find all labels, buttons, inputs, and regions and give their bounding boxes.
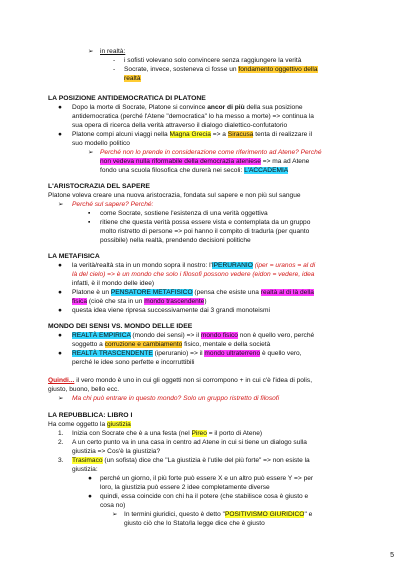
text-line: giustizia => Cos'è la giustizia? (72, 448, 161, 455)
arrow-bullet-icon: ➢ (112, 511, 118, 518)
text-line: Platone è un PENSATORE METAFISICO (pensa che esiste una realtà al di là della (72, 289, 314, 296)
dot-bullet-icon: ● (58, 289, 62, 296)
square-bullet-icon: ▪ (88, 210, 91, 217)
text-line: Quindi... il vero mondo è uno in cui gli oggetti non si corrompono + in cui c'è l'idea di polis, (48, 377, 313, 384)
text-line: giustizia: (72, 466, 98, 473)
text-line: perché le idee sono perfette e incorruttibili (72, 359, 195, 366)
text-line: perché un giorno, il più forte può essere X e un altro può essere Y => per (100, 475, 314, 482)
dash-bullet-icon: - (113, 57, 116, 64)
list-number: 1. (58, 430, 64, 437)
dot-bullet-icon: ● (58, 307, 62, 314)
square-bullet-icon: ▪ (88, 219, 91, 226)
dot-bullet-icon: ● (58, 262, 62, 269)
text-line: giusto ciò che lo Stato/la legge dice che è giusto (124, 520, 265, 527)
section-heading: L'ARISTOCRAZIA DEL SAPERE (48, 183, 150, 190)
text-line: Dopo la morte di Socrate, Platone si convince ancor di più della sua posizione (72, 104, 303, 111)
section-heading: LA REPUBBLICA: LIBRO I (48, 412, 133, 419)
text-line: questa idea viene ripresa successivamente dai 3 grandi monoteismi (72, 307, 270, 314)
text-line: fondo una scuola filosofica che durerà nei secoli: L'ACCADEMIA (100, 167, 289, 174)
text-line: soggetto a corruzione e cambiamento fisico, mentale e della società (72, 341, 271, 348)
text-line: in realtà: (100, 48, 126, 55)
text-line: loro, la giustizia può essere 2 idee completamente diverse (100, 484, 270, 491)
text-line: molto ristretto di persone => poi hanno il compito di tradurla (per quanto (100, 228, 310, 235)
text-line: quindi, essa coincide con chi ha il potere (che stabilisce cosa è giusto e (100, 493, 309, 500)
text-line: come Socrate, sostiene l'esistenza di una verità oggettiva (100, 210, 268, 217)
text-line: realtà (124, 75, 141, 82)
section-heading: MONDO DEI SENSI VS. MONDO DELLE IDEE (48, 323, 193, 330)
text-line: infatti, è il mondo delle idee) (72, 280, 155, 287)
dot-bullet-icon: ● (88, 493, 92, 500)
dot-bullet-icon: ● (88, 475, 92, 482)
text-line: non vedeva nulla riformabile della democrazia ateniese => ma ad Atene (100, 158, 310, 165)
dash-bullet-icon: - (113, 66, 116, 73)
dot-bullet-icon: ● (58, 131, 62, 138)
text-line: là del cielo) => è un mondo che solo i filosofi possono vedere (eidon = vedere, idea (72, 271, 315, 278)
section-heading: LA METAFISICA (48, 253, 100, 260)
text-line: cosa no) (100, 502, 126, 509)
text-line: ritiene che questa verità possa essere vista e contemplata da un gruppo (100, 219, 311, 226)
text-line: Socrate, invece, sosteneva ci fosse un fondamento oggettivo della (124, 66, 318, 73)
text-line: fisica (cioè che sta in un mondo trascendente) (72, 298, 207, 305)
text-line: Inizia con Socrate che è a una festa (nel Pireo = il porto di Atene) (72, 430, 263, 437)
text-line: sua opera di ricerca della verità attraverso il dialogo dialettico-confutatorio (72, 122, 288, 129)
text-line: In termini giuridici, questo è detto "POSITIVISMO GIURIDICO" e (124, 511, 313, 518)
text-line: suo modello politico (72, 140, 130, 147)
text-line: A un certo punto va in una casa in centro ad Atene in cui si tiene un dialogo sulla (72, 439, 307, 446)
section-heading: LA POSIZIONE ANTIDEMOCRATICA DI PLATONE (48, 95, 206, 102)
question-line: Ma chi può entrare in questo mondo? Solo un gruppo ristretto di filosofi (72, 395, 280, 402)
dot-bullet-icon: ● (58, 104, 62, 111)
question-line: Perché sul sapere? Perché: (72, 201, 154, 208)
text-line: Trasimaco (un sofista) dice che "La giustizia è l'utile del più forte" => non esiste la (72, 457, 310, 464)
dot-bullet-icon: ● (58, 332, 62, 339)
page-number: 5 (390, 552, 394, 559)
text-line: possibile) nella realtà, prendendo decisioni politiche (100, 237, 251, 244)
text-line: REALTÀ TRASCENDENTE (iperuranio) => il mondo ultraterreno è quello vero, (72, 350, 302, 357)
text-line: antidemocratica (perché l'Atene "democratica" lo ha messo a morte) => continua la (72, 113, 314, 120)
dot-bullet-icon: ● (58, 350, 62, 357)
list-number: 3. (58, 457, 64, 464)
text-line: Platone compi alcuni viaggi nella Magna Grecia => a Siracusa tenta di realizzare il (72, 131, 313, 138)
text-line: giusto, buono, bello ecc. (48, 386, 120, 393)
text-line: i sofisti volevano solo convincere senza raggiungere la verità (124, 57, 302, 64)
arrow-bullet-icon: ➢ (58, 395, 64, 402)
text-line: la verità/realtà sta in un mondo sopra il nostro: l'IPERURANIO (iper = uranos = al di (72, 262, 316, 269)
text-line: REALTÀ EMPIRICA (mondo dei sensi) => il mondo fisico non è quello vero, perché (72, 332, 315, 339)
arrow-bullet-icon: ➢ (88, 149, 94, 156)
arrow-bullet-icon: ➢ (58, 201, 64, 208)
arrow-bullet-icon: ➢ (88, 48, 94, 55)
text-line: Platone voleva creare una nuova aristocrazia, fondata sul sapere e non più sul sangue (48, 192, 301, 199)
question-line: Perché non lo prende in considerazione come riferimento ad Atene? Perché (100, 149, 322, 156)
list-number: 2. (58, 439, 64, 446)
text-line: Ha come oggetto la giustizia (48, 421, 131, 428)
